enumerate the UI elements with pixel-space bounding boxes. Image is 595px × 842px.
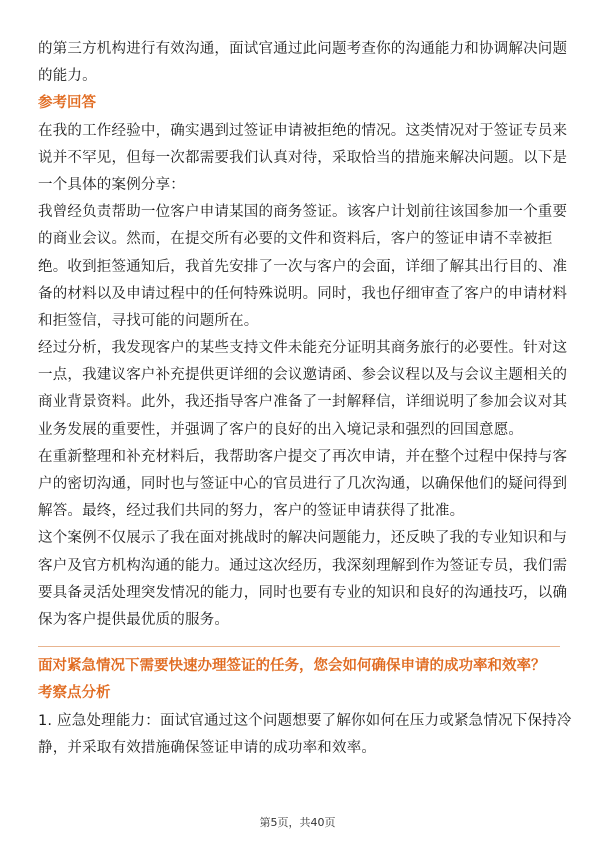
analysis-line: 1. 应急处理能力：面试官通过这个问题想要了解你如何在压力或紧急情况下保持冷 bbox=[38, 712, 572, 729]
answer-line: 一点，我建议客户补充提供更详细的会议邀请函、参会议程以及与会议主题相关的 bbox=[38, 367, 568, 384]
answer-line: 在我的工作经验中，确实遇到过签证申请被拒绝的情况。这类情况对于签证专员来 bbox=[38, 122, 568, 139]
answer-heading: 参考回答 bbox=[38, 95, 96, 112]
answer-line: 经过分析，我发现客户的某些支持文件未能充分证明其商务旅行的必要性。针对这 bbox=[38, 340, 568, 357]
answer-line: 说并不罕见，但每一次都需要我们认真对待，采取恰当的措施来解决问题。以下是 bbox=[38, 149, 568, 166]
answer-line: 和拒签信，寻找可能的问题所在。 bbox=[38, 312, 259, 329]
document-page bbox=[38, 0, 572, 762]
answer-line: 我曾经负责帮助一位客户申请某国的商务签证。该客户计划前往该国参加一个重要 bbox=[38, 204, 568, 221]
analysis-line: 静，并采取有效措施确保签证申请的成功率和效率。 bbox=[38, 739, 377, 756]
intro-line: 的能力。 bbox=[38, 68, 97, 85]
answer-line: 在重新整理和补充材料后，我帮助客户提交了再次申请，并在整个过程中保持与客 bbox=[38, 448, 568, 465]
question-heading: 面对紧急情况下需要快速办理签证的任务，您会如何确保申请的成功率和效率？ bbox=[38, 658, 546, 675]
page-number: 第5页，共40页 bbox=[259, 816, 336, 829]
answer-line: 户的密切沟通，同时也与签证中心的官员进行了几次沟通，以确保他们的疑问得到 bbox=[38, 476, 568, 492]
analysis-heading: 考察点分析 bbox=[38, 685, 111, 702]
answer-line: 一个具体的案例分享： bbox=[38, 176, 185, 193]
answer-line: 绝。收到拒签通知后，我首先安排了一次与客户的会面，详细了解其出行目的、准 bbox=[38, 258, 568, 275]
answer-line: 的商业会议。然而，在提交所有必要的文件和资料后，客户的签证申请不幸被拒 bbox=[38, 231, 553, 248]
answer-line: 客户及官方机构沟通的能力。通过这次经历，我深刻理解到作为签证专员，我们需 bbox=[38, 557, 568, 574]
answer-line: 要具备灵活处理突发情况的能力，同时也要有专业的知识和良好的沟通技巧，以确 bbox=[38, 584, 568, 601]
section-divider bbox=[38, 646, 560, 647]
intro-line: 的第三方机构进行有效沟通，面试官通过此问题考查你的沟通能力和协调解决问题 bbox=[38, 41, 568, 57]
answer-line: 商业背景资料。此外，我还指导客户准备了一封解释信，详细说明了参加会议对其 bbox=[38, 394, 568, 411]
answer-line: 备的材料以及申请过程中的任何特殊说明。同时，我也仔细审查了客户的申请材料 bbox=[38, 285, 568, 302]
answer-line: 解答。最终，经过我们共同的努力，客户的签证申请获得了批准。 bbox=[38, 503, 465, 520]
answer-body bbox=[38, 118, 568, 635]
answer-line: 保为客户提供最优质的服务。 bbox=[38, 611, 230, 628]
answer-line: 业务发展的重要性，并强调了客户的良好的出入境记录和强烈的回国意愿。 bbox=[38, 421, 524, 438]
answer-line: 这个案例不仅展示了我在面对挑战时的解决问题能力，还反映了我的专业知识和与 bbox=[38, 530, 568, 547]
